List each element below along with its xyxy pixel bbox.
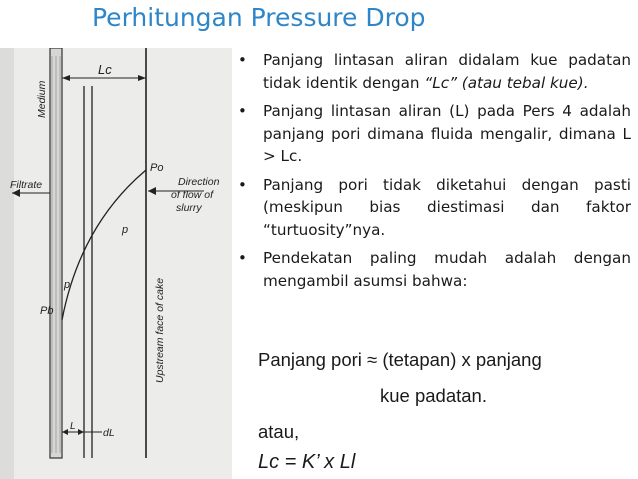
- pb-label: Pb: [40, 305, 54, 317]
- formula-line-3: atau,: [258, 421, 300, 442]
- lc-label: Lc: [98, 62, 112, 77]
- filtrate-label: Filtrate: [10, 179, 43, 191]
- bullet-item: [233, 247, 631, 292]
- direction-label-3: slurry: [176, 202, 202, 214]
- bullet-dot: •: [238, 102, 247, 120]
- p-label: p: [122, 224, 129, 236]
- bullet-dot: •: [238, 175, 247, 194]
- bullet-dot: •: [238, 249, 247, 267]
- bullet-text-4: Pendekatan paling mudah adalah dengan mengambil asumsi bahwa:: [263, 249, 631, 290]
- bullet-item: [233, 49, 631, 94]
- dl-label: dL: [103, 427, 115, 439]
- formula-block: [254, 341, 634, 479]
- formula-line-1: Panjang pori ≈ (tetapan) x panjang: [258, 349, 542, 370]
- pprime-label: p': [64, 279, 73, 291]
- bullet-text-3: Panjang pori tidak diketahui dengan pasti (meskipun bias diestimasi dan faktor “turtuosity”nya.: [263, 175, 631, 239]
- diagram-background: [0, 48, 232, 479]
- bullet-text-2: Panjang lintasan aliran (L) pada Pers 4 adalah panjang pori dimana fluida mengalir, dimana L > Lc.: [263, 102, 631, 165]
- medium-label: Medium: [36, 80, 48, 118]
- formula-line-2: kue padatan.: [380, 385, 487, 406]
- bullet-item: [233, 174, 631, 242]
- po-label: Po: [150, 162, 164, 174]
- direction-label-2: of flow of: [171, 189, 214, 201]
- bullet-dot: •: [238, 51, 247, 69]
- bullet-list: [233, 49, 631, 298]
- direction-label-1: Direction: [178, 176, 220, 188]
- l-label: L: [70, 421, 76, 432]
- upstream-label: Upstream face of cake: [154, 277, 166, 383]
- bullet-text-1: Panjang lintasan aliran didalam kue padatan tidak identik dengan: [263, 51, 631, 92]
- bullet-text-1-italic: “Lc” (atau tebal kue).: [424, 73, 589, 92]
- filter-cake-diagram: [0, 48, 232, 479]
- formula-line-4: Lc = K’ x Ll: [258, 451, 356, 473]
- bullet-item: [233, 100, 631, 168]
- slide-title: Perhitungan Pressure Drop: [92, 3, 426, 32]
